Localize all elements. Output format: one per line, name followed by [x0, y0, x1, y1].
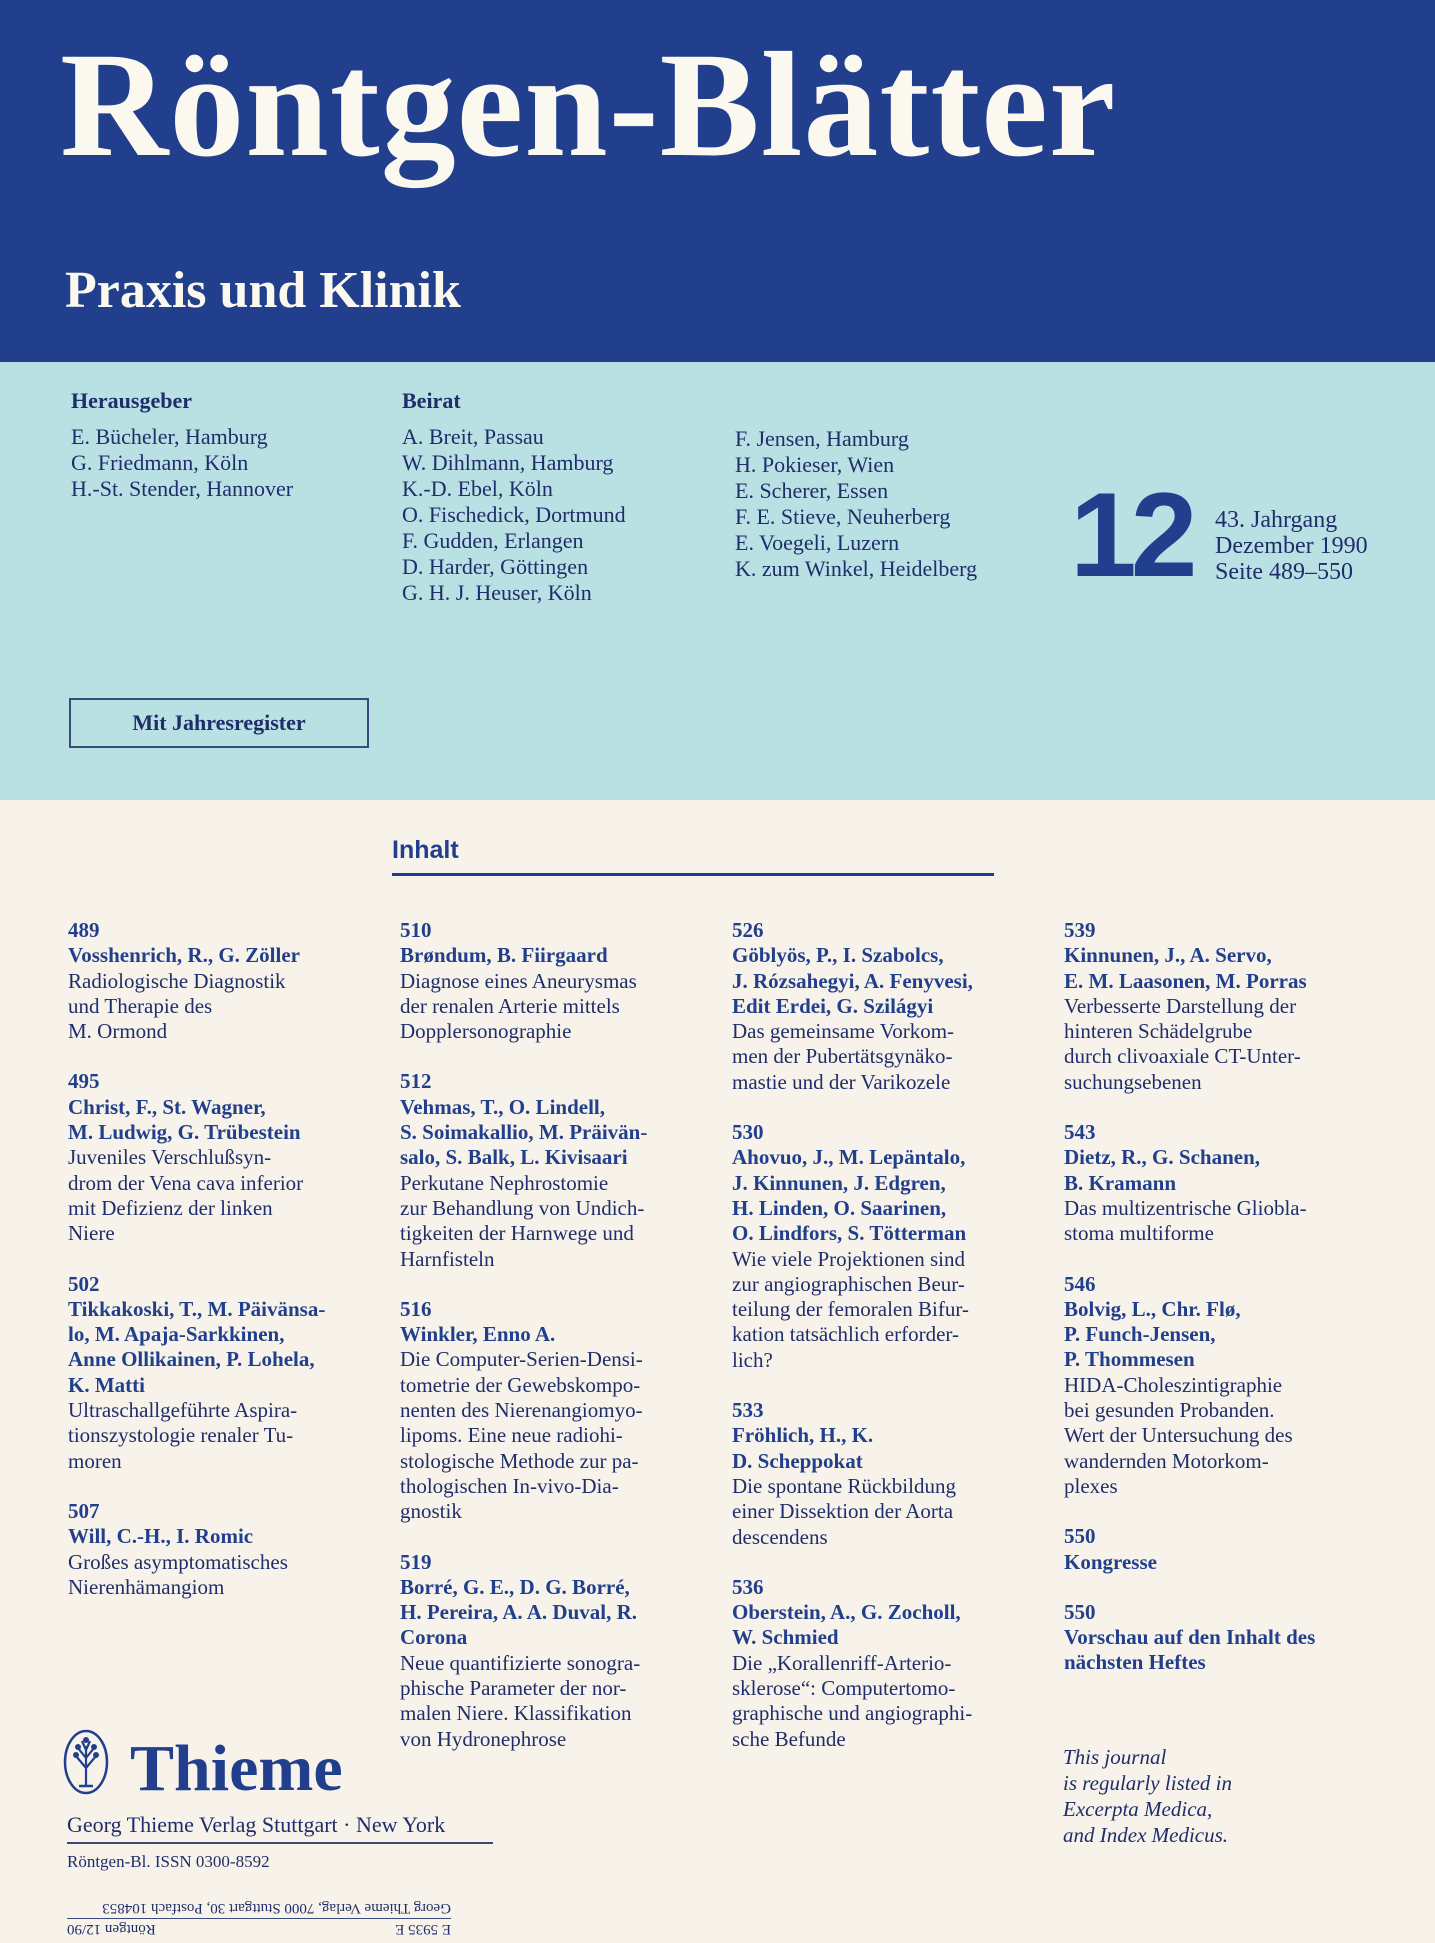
toc-page: 516: [400, 1296, 432, 1321]
toc-authors: Tikkakoski, T., M. Päivänsa- lo, M. Apaja-Sarkkinen, Anne Ollikainen, P. Lohela, K. Matti: [68, 1296, 326, 1397]
toc-title: Die spontane Rückbildung einer Dissektion der Aorta descendens: [732, 1473, 956, 1549]
toc-entry: [1064, 1272, 1384, 1500]
board-member: A. Breit, Passau: [402, 424, 544, 449]
issn: Röntgen-Bl. ISSN 0300-8592: [67, 1852, 270, 1871]
toc-authors: Göblyös, P., I. Szabolcs, J. Rózsahegyi, A. Fenyvesi, Edit Erdei, G. Szilágyi: [732, 943, 973, 1018]
mailing-rule: [67, 1918, 451, 1919]
toc-entry: [1064, 1524, 1384, 1575]
toc-entry: [68, 1069, 388, 1246]
toc-title: Wie viele Projektionen sind zur angiographischen Beur- teilung der femoralen Bifur- kation tatsächlich erforder- lich?: [732, 1246, 969, 1372]
toc-page: 550: [1064, 1599, 1096, 1624]
editor-name: G. Friedmann, Köln: [71, 450, 249, 475]
masthead-band: [0, 0, 1435, 362]
toc-title: Großes asymptomatisches Nierenhämangiom: [68, 1549, 288, 1599]
board-heading: Beirat: [402, 388, 461, 413]
toc-page: 526: [732, 918, 764, 942]
toc-page: 546: [1064, 1271, 1096, 1296]
board-member: F. E. Stieve, Neuherberg: [735, 504, 951, 529]
issue-number: 12: [1070, 468, 1192, 602]
toc-page: 495: [68, 1069, 100, 1094]
toc-authors: Vosshenrich, R., G. Zöller: [68, 943, 300, 968]
publisher-logo: Thieme: [130, 1732, 343, 1805]
toc-page: 507: [68, 1498, 100, 1523]
editor-name: H.-St. Stender, Hannover: [71, 476, 294, 501]
toc-title: Radiologische Diagnostik und Therapie des M. Ormond: [68, 968, 286, 1044]
toc-authors: Dietz, R., G. Schanen, B. Kramann: [1064, 1145, 1260, 1195]
toc-page: 530: [732, 1120, 764, 1145]
toc-entry: [400, 1297, 720, 1525]
toc-entry: [732, 918, 1052, 1095]
toc-heading: Inhalt: [392, 836, 459, 864]
issue-info: [1215, 507, 1368, 585]
toc-title: Neue quantifizierte sonogra- phische Parameter der nor- malen Niere. Klassifikation von Hydronephrose: [400, 1650, 641, 1751]
toc-entry: [1064, 1120, 1384, 1246]
board-member: E. Voegeli, Luzern: [735, 530, 900, 555]
toc-authors: Ahovuo, J., M. Lepäntalo, J. Kinnunen, J. Edgren, H. Linden, O. Saarinen, O. Lindfors, S. Tötterman: [732, 1145, 967, 1246]
mailing-code: E 5935 E: [395, 1921, 451, 1937]
toc-entry: [732, 1575, 1052, 1752]
toc-entry: [400, 1069, 720, 1271]
mailing-address: Georg Thieme Verlag, 7000 Stuttgart 30, Postfach 104853: [102, 1900, 451, 1916]
toc-title: Das gemeinsame Vorkom- men der Pubertätsgynäko- mastie und der Varikozele: [732, 1019, 955, 1094]
board-member: K.-D. Ebel, Köln: [402, 476, 553, 501]
toc-authors: Kinnunen, J., A. Servo, E. M. Laasonen, M. Porras: [1064, 943, 1307, 993]
toc-entry: [68, 918, 388, 1044]
toc-title: Perkutane Nephrostomie zur Behandlung von Undich- tigkeiten der Harnwege und Harnfisteln: [400, 1170, 645, 1271]
toc-title: Die Computer-Serien-Densi- tometrie der Gewebskompo- nenten des Nierenangiomyo- lipoms. Eine neue radiohi- stologische Methode zur pa- thologischen In-vivo-Dia- gnostik: [400, 1347, 643, 1524]
board-member: E. Scherer, Essen: [735, 478, 889, 503]
toc-authors: Oberstein, A., G. Zocholl, W. Schmied: [732, 1600, 961, 1650]
toc-authors: Vorschau auf den Inhalt des nächsten Heftes: [1064, 1625, 1316, 1675]
toc-page: 536: [732, 1574, 764, 1599]
toc-entry: [732, 1120, 1052, 1373]
journal-title: Röntgen-Blätter: [60, 22, 1117, 188]
indexing-note: This journal is regularly listed in Excerpta Medica, and Index Medicus.: [1063, 1745, 1232, 1847]
toc-title: Diagnose eines Aneurysmas der renalen Arterie mittels Dopplersonographie: [400, 968, 637, 1044]
board-member: H. Pokieser, Wien: [735, 452, 895, 477]
issue-date: Dezember 1990: [1215, 533, 1368, 559]
toc-entry: [400, 1550, 720, 1752]
toc-authors: Brøndum, B. Fiirgaard: [400, 943, 608, 968]
board-member: O. Fischedick, Dortmund: [402, 502, 626, 527]
toc-title: Das multizentrische Gliobla- stoma multiforme: [1064, 1195, 1307, 1246]
toc-entry: [68, 1272, 388, 1474]
mailing-label: [67, 1898, 451, 1938]
board-member: K. zum Winkel, Heidelberg: [735, 556, 978, 581]
toc-page: 512: [400, 1069, 432, 1094]
toc-page: 533: [732, 1398, 764, 1423]
toc-page: 539: [1064, 918, 1096, 942]
toc-authors: Will, C.-H., I. Romic: [68, 1524, 254, 1549]
toc-entry: [732, 1398, 1052, 1550]
toc-title: Verbesserte Darstellung der hinteren Schädelgrube durch clivoaxiale CT-Unter- suchungsebenen: [1064, 993, 1301, 1094]
board-member: D. Harder, Göttingen: [402, 554, 589, 579]
board-member: W. Dihlmann, Hamburg: [402, 450, 614, 475]
toc-entry: [1064, 1600, 1384, 1676]
issue-volume: 43. Jahrgang: [1215, 507, 1338, 533]
toc-page: 510: [400, 918, 432, 942]
toc-title: HIDA-Choleszintigraphie bei gesunden Probanden. Wert der Untersuchung des wandernden Motorkom- plexes: [1064, 1372, 1293, 1498]
board-member: F. Gudden, Erlangen: [402, 528, 584, 553]
issue-pages: Seite 489–550: [1215, 559, 1353, 585]
toc-authors: Borré, G. E., D. G. Borré, H. Pereira, A. A. Duval, R. Corona: [400, 1574, 638, 1650]
toc-column-2: [400, 918, 720, 1777]
board-block: [402, 388, 626, 606]
toc-page: 519: [400, 1549, 432, 1574]
toc-page: 550: [1064, 1524, 1096, 1549]
toc-column-1: [68, 918, 388, 1625]
publisher-rule: [67, 1842, 493, 1844]
toc-column-4: [1064, 918, 1384, 1701]
toc-authors: Bolvig, L., Chr. Flø, P. Funch-Jensen, P. Thommesen: [1064, 1296, 1241, 1372]
editor-name: E. Bücheler, Hamburg: [71, 424, 268, 449]
mailing-issue: Röntgen 12/90: [67, 1921, 156, 1937]
toc-page: 489: [68, 918, 100, 942]
toc-authors: Winkler, Enno A.: [400, 1322, 556, 1347]
board-member: G. H. J. Heuser, Köln: [402, 580, 592, 605]
toc-entry: [1064, 918, 1384, 1095]
toc-authors: Fröhlich, H., K. D. Scheppokat: [732, 1423, 874, 1473]
publisher-line: Georg Thieme Verlag Stuttgart · New York: [67, 1812, 446, 1837]
editors-heading: Herausgeber: [71, 388, 192, 413]
toc-authors: Vehmas, T., O. Lindell, S. Soimakallio, M. Präivän- salo, S. Balk, L. Kivisaari: [400, 1094, 648, 1170]
toc-page: 502: [68, 1271, 100, 1296]
toc-page: 543: [1064, 1120, 1096, 1145]
toc-column-3: [732, 918, 1052, 1777]
toc-entry: [68, 1499, 388, 1600]
register-box: Mit Jahresregister: [69, 698, 369, 748]
board-member: F. Jensen, Hamburg: [735, 426, 909, 451]
toc-title: Ultraschallgeführte Aspira- tionszystologie renaler Tu- moren: [68, 1398, 298, 1473]
toc-title: Die „Korallenriff-Arterio- sklerose“: Computertomo- graphische und angiographi- sche Befunde: [732, 1650, 973, 1751]
toc-authors: Kongresse: [1064, 1549, 1157, 1574]
journal-subtitle: Praxis und Klinik: [65, 262, 461, 319]
toc-entry: [400, 918, 720, 1044]
toc-title: Juveniles Verschlußsyn- drom der Vena cava inferior mit Defizienz der linken Niere: [68, 1145, 304, 1246]
board-block-2: [735, 426, 977, 582]
toc-heading-rule: [392, 873, 994, 876]
thieme-tree-icon: [62, 1728, 110, 1796]
editors-block: [71, 388, 293, 502]
toc-authors: Christ, F., St. Wagner, M. Ludwig, G. Trübestein: [68, 1094, 301, 1145]
